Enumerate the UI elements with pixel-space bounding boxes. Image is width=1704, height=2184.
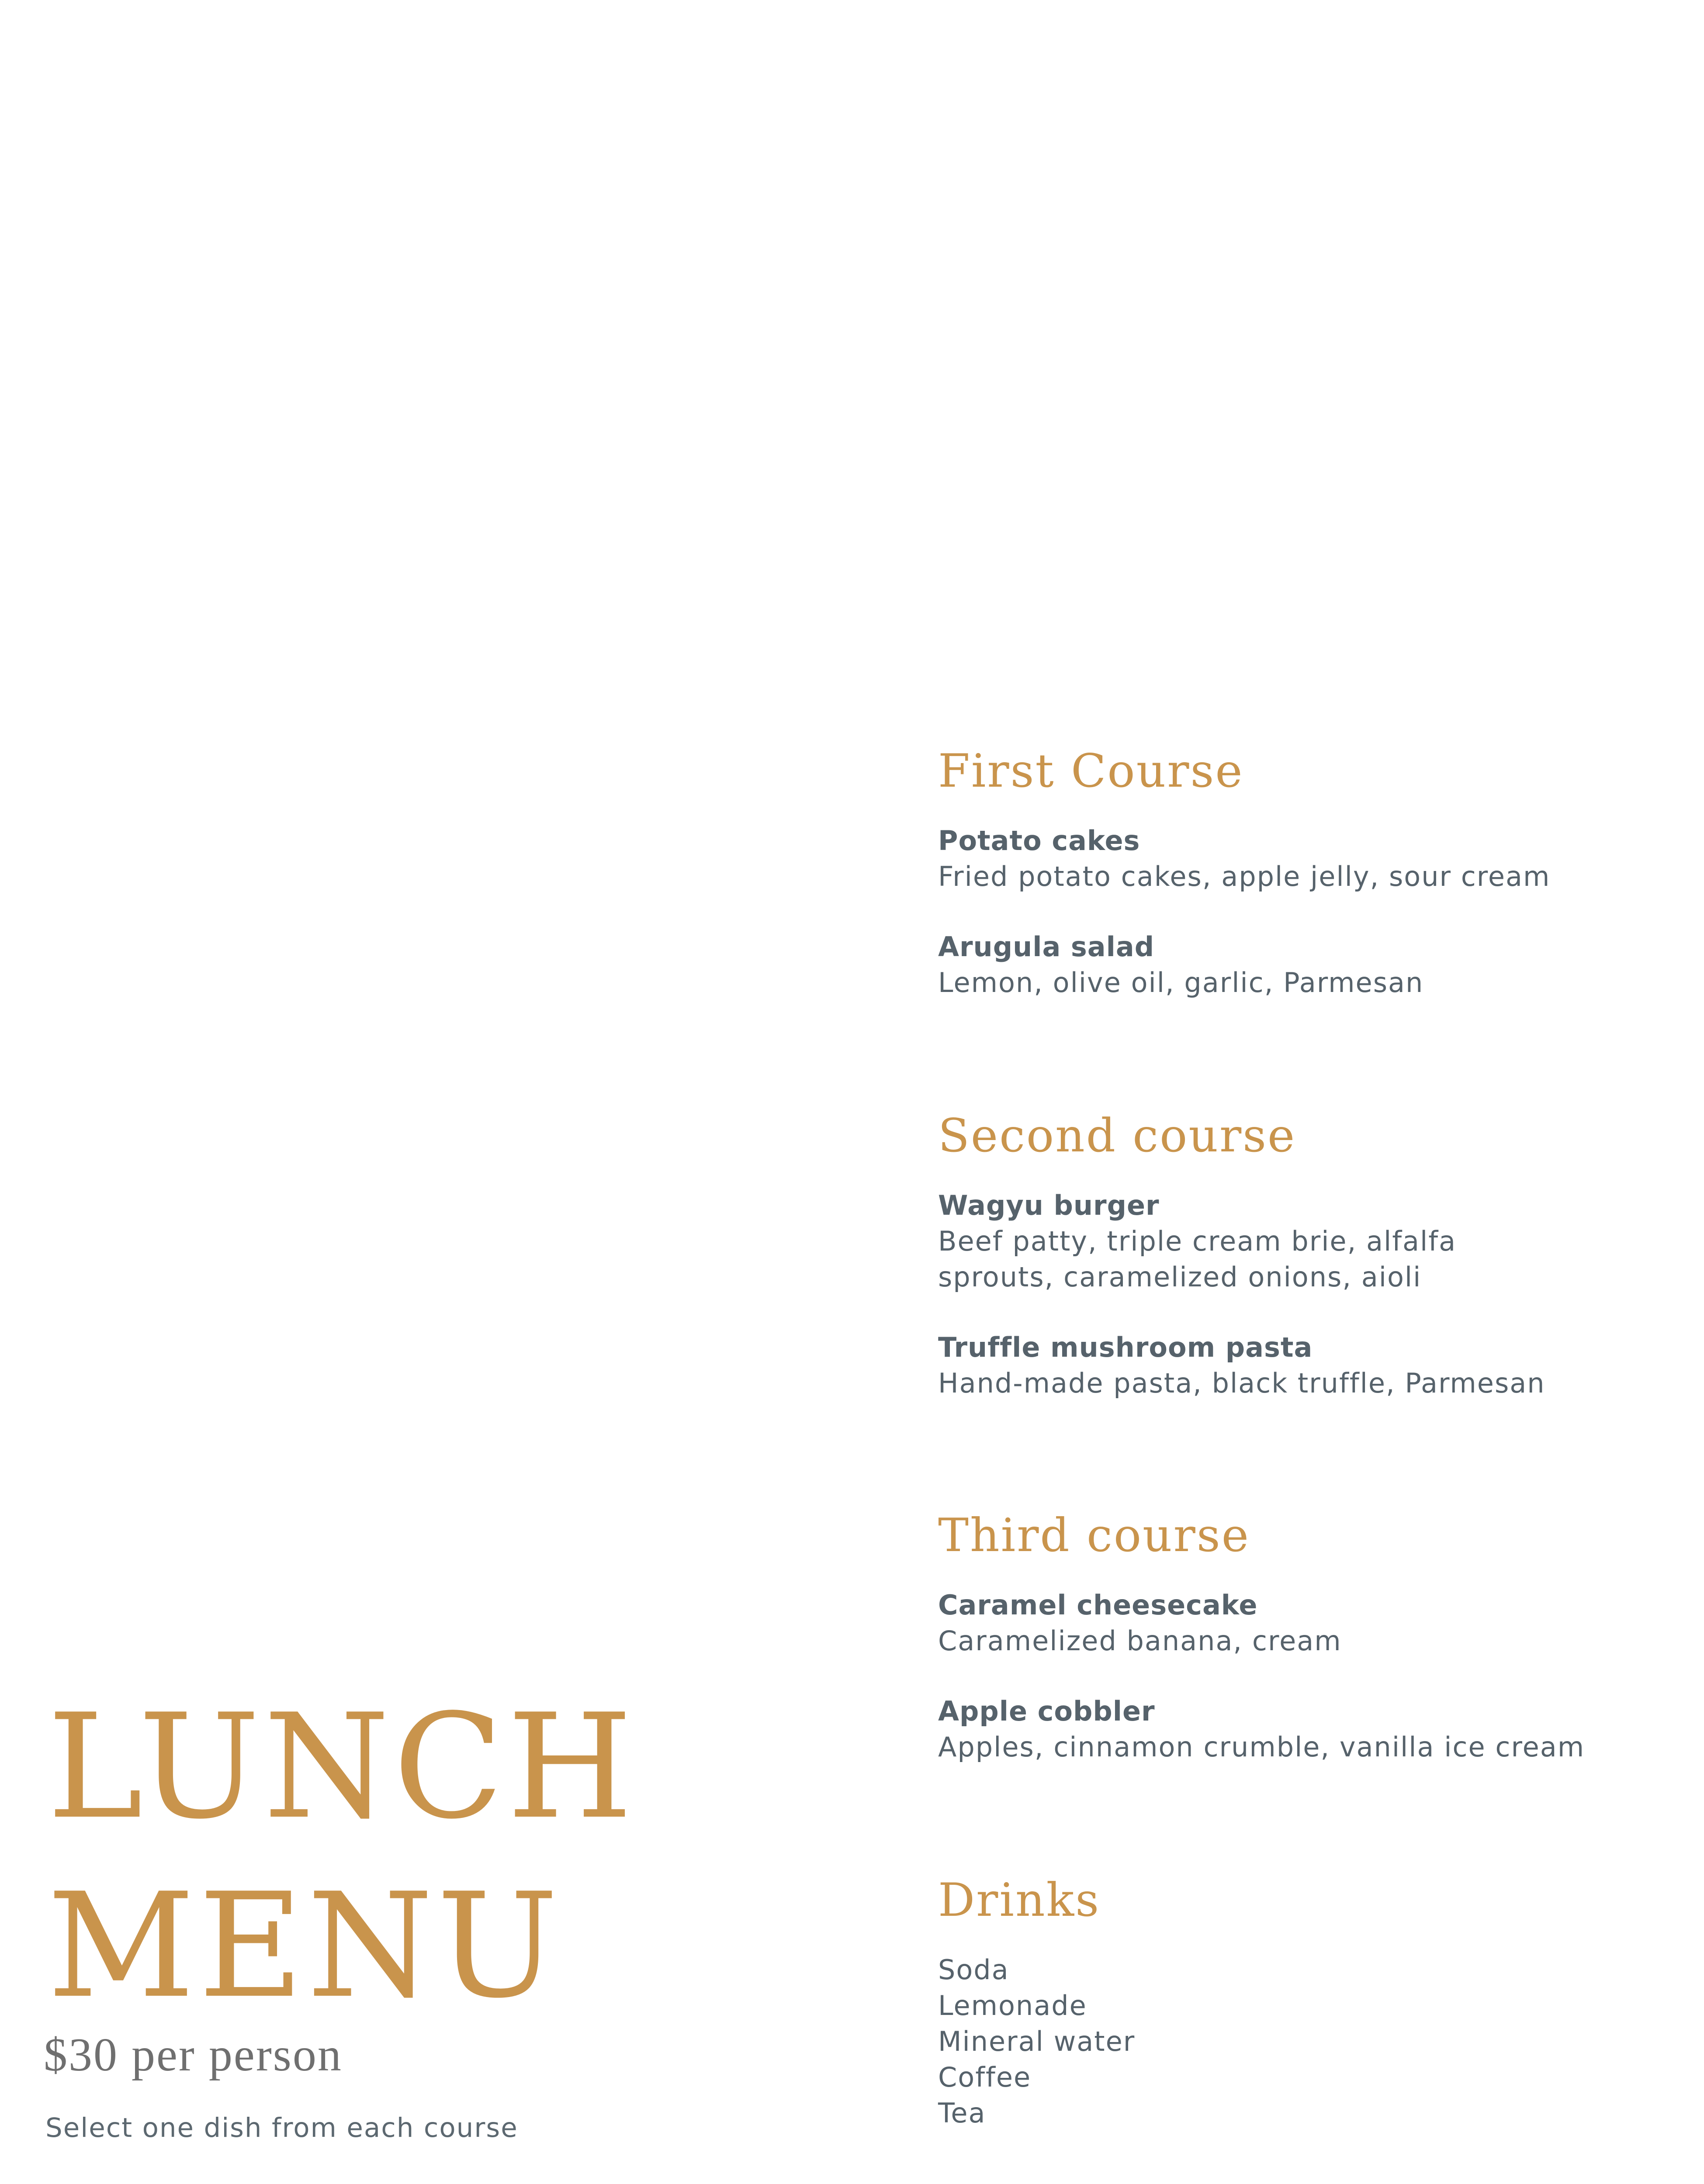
drinks-list — [938, 1952, 1659, 2131]
second-course-heading: Second course — [938, 1109, 1296, 1162]
dish-description: Hand-made pasta, black truffle, Parmesan — [938, 1367, 1545, 1399]
third-course-heading: Third course — [938, 1509, 1250, 1562]
dish-description: Lemon, olive oil, garlic, Parmesan — [938, 967, 1424, 999]
dish-description: Beef patty, triple cream brie, alfalfa sprouts, caramelized onions, aioli — [938, 1225, 1457, 1293]
course-instruction: Select one dish from each course — [45, 2112, 518, 2143]
dish-description: Fried potato cakes, apple jelly, sour cream — [938, 860, 1551, 892]
drink-item: Coffee — [938, 2061, 1032, 2093]
drink-item: Lemonade — [938, 1990, 1087, 2022]
price-per-person: $30 per person — [44, 2029, 343, 2081]
second-course-section — [938, 1107, 1659, 1401]
drinks-section — [938, 1872, 1659, 2131]
dish-description: Apples, cinnamon crumble, vanilla ice cream — [938, 1731, 1585, 1763]
drink-item: Tea — [938, 2097, 986, 2129]
dish-name: Potato cakes — [938, 825, 1140, 857]
first-course-heading: First Course — [938, 744, 1244, 798]
dish-item — [938, 929, 1659, 1001]
dish-item — [938, 823, 1659, 895]
dish-name: Wagyu burger — [938, 1189, 1160, 1221]
dish-item — [938, 1587, 1659, 1659]
third-course-section — [938, 1507, 1659, 1765]
menu-title — [47, 1677, 790, 2035]
dish-item — [938, 1693, 1659, 1765]
dish-description: Caramelized banana, cream — [938, 1625, 1342, 1657]
drinks-heading: Drinks — [938, 1873, 1101, 1927]
dish-name: Apple cobbler — [938, 1695, 1155, 1727]
dish-item — [938, 1188, 1659, 1295]
dish-name: Arugula salad — [938, 931, 1155, 963]
first-course-section — [938, 743, 1659, 1001]
dish-item — [938, 1330, 1659, 1401]
drink-item: Mineral water — [938, 2025, 1136, 2057]
dish-name: Caramel cheesecake — [938, 1589, 1258, 1621]
drink-item: Soda — [938, 1954, 1009, 1986]
dish-name: Truffle mushroom pasta — [938, 1331, 1313, 1363]
title-line-lunch: LUNCH — [47, 1683, 637, 1851]
title-line-menu: MENU — [47, 1862, 562, 2030]
